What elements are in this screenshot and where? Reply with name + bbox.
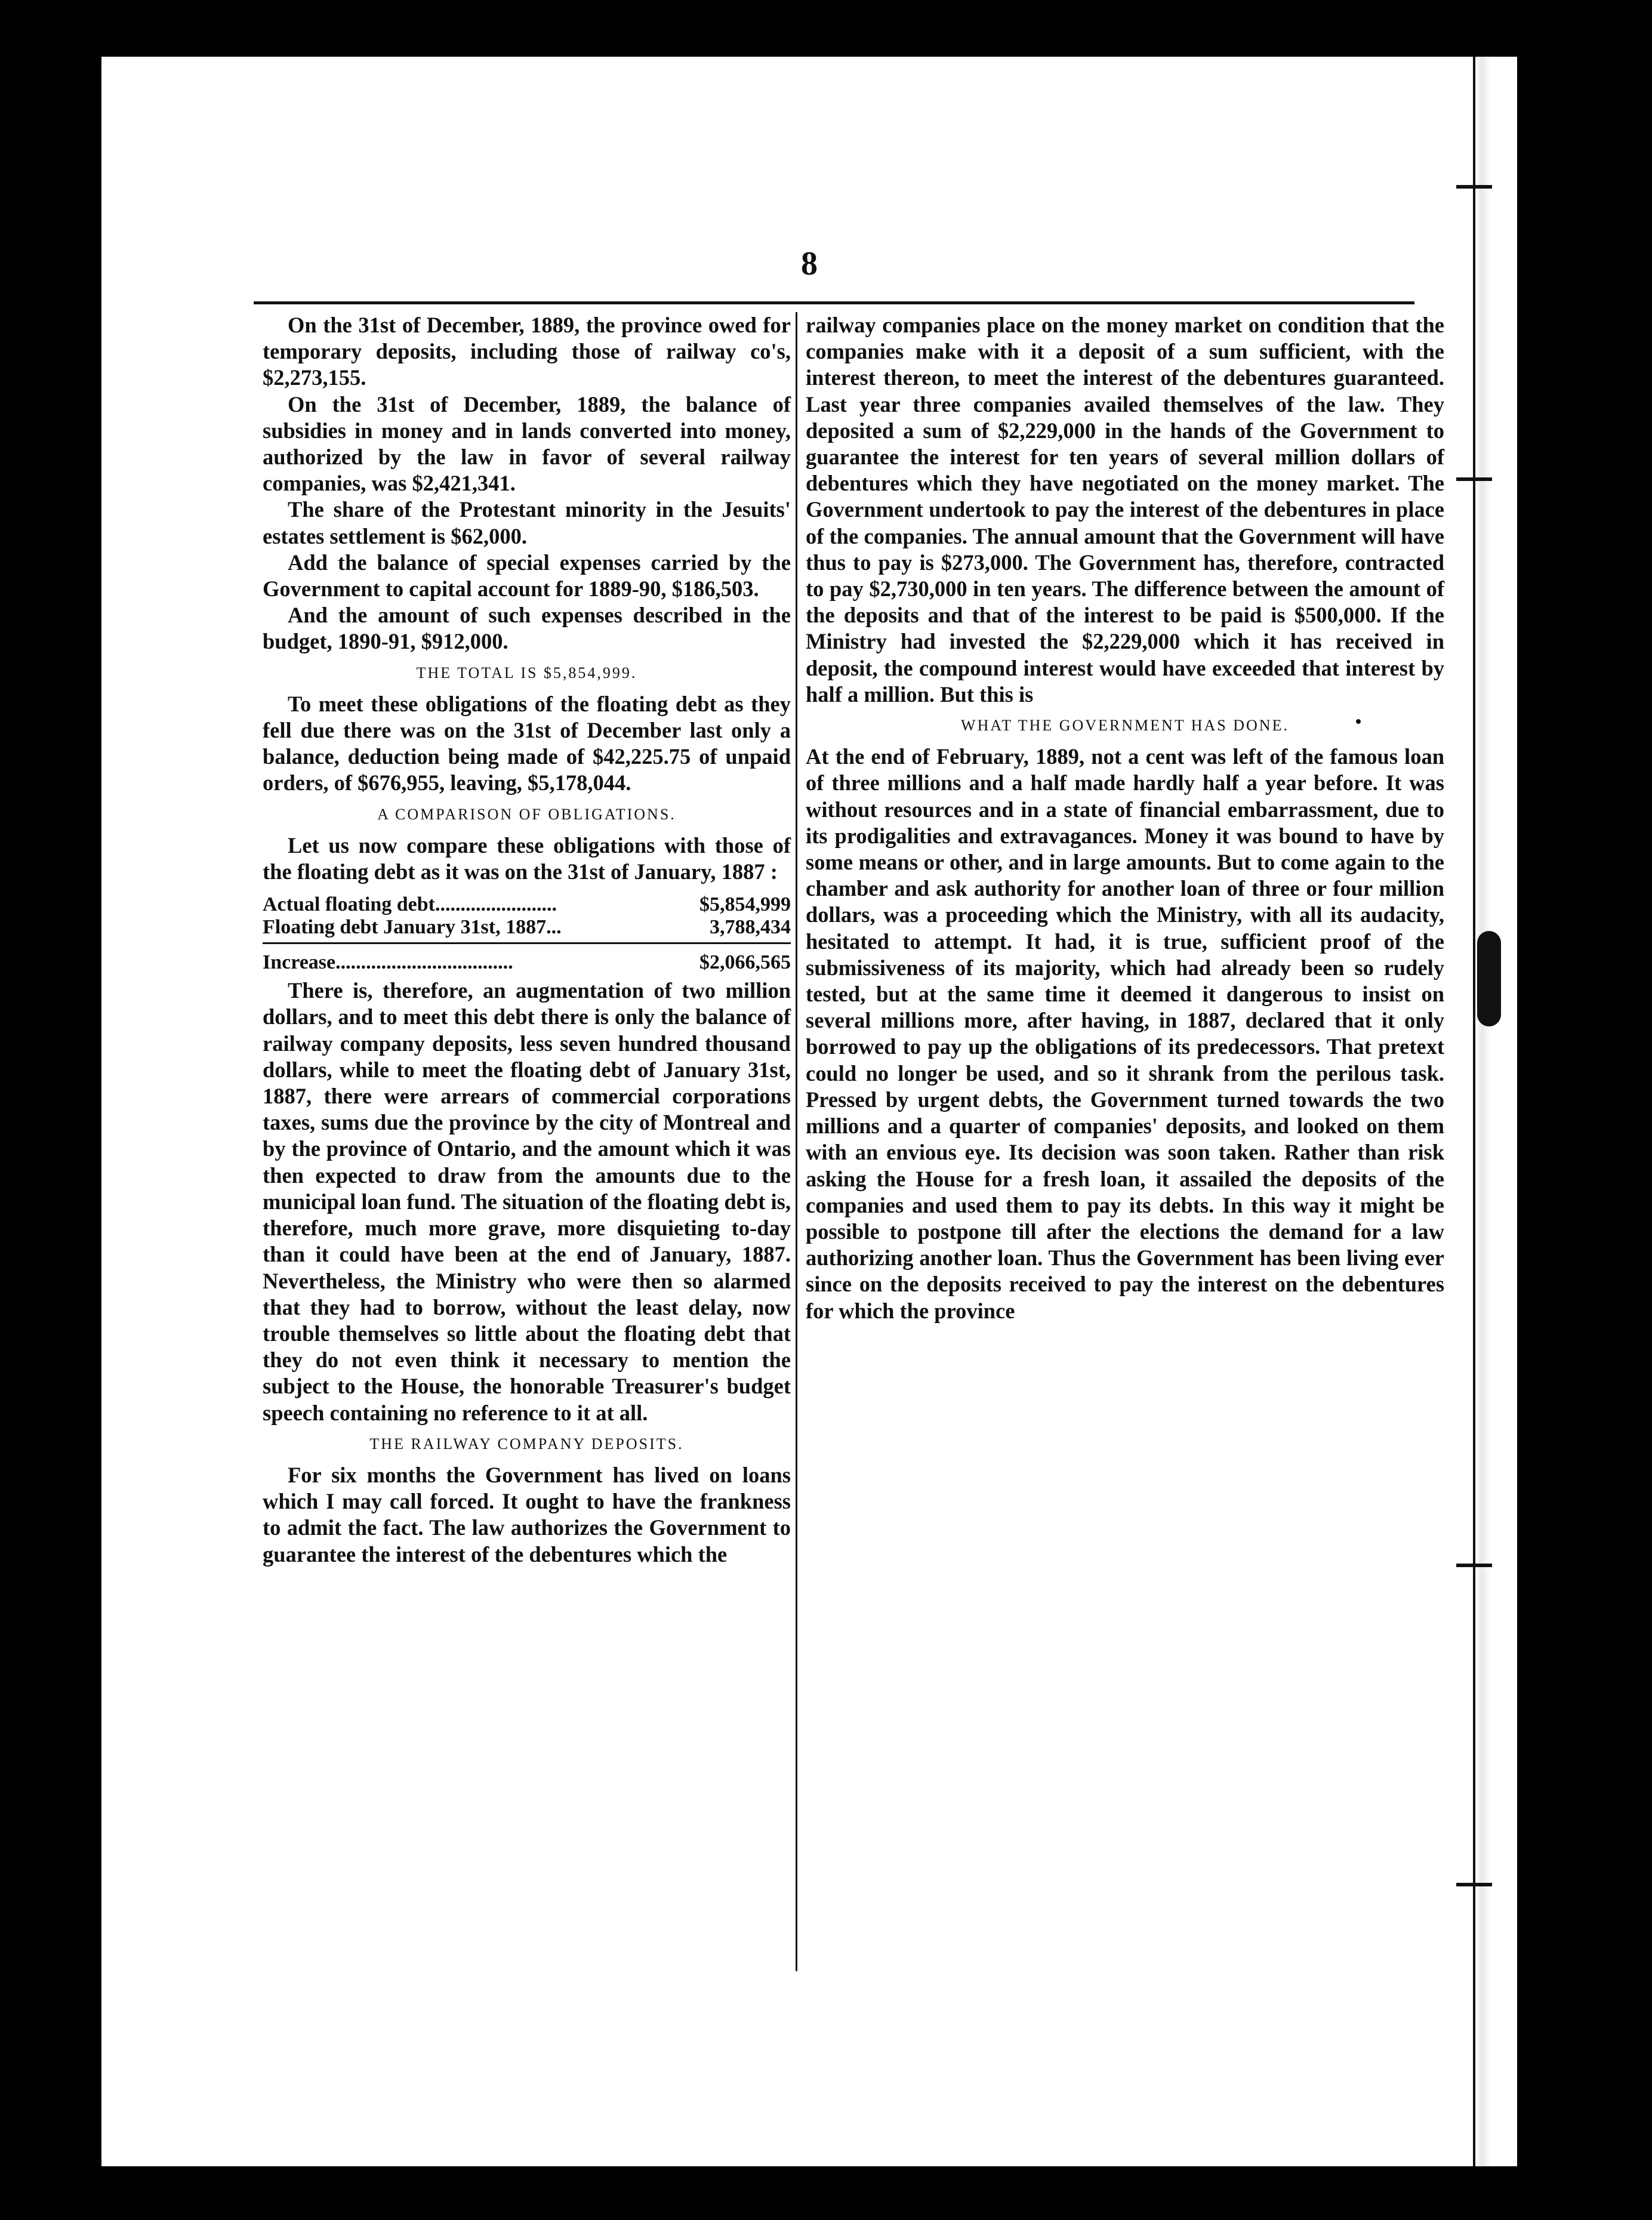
paragraph: On the 31st of December, 1889, the balance of subsidies in money and in lands converted into money, authorized by the law in favor of several railway companies, was $2,421,341. (263, 391, 791, 496)
ledger-label: Floating debt January 31st, 1887... (263, 916, 562, 939)
header-rule (254, 301, 1414, 304)
binding-mark (1477, 931, 1501, 1026)
right-column (806, 312, 1444, 1324)
paragraph: For six months the Government has lived on loans which I may call forced. It ought to have the frankness to admit the fact. The law authorizes the Government to guarantee the interest of the debentures which the (263, 1462, 791, 1567)
binding-mark (1456, 185, 1492, 189)
column-divider (796, 312, 797, 1971)
section-heading: WHAT THE GOVERNMENT HAS DONE. (961, 717, 1289, 735)
paragraph: To meet these obligations of the floating debt as they fell due there was on the 31st of December last only a balance, deduction being made of $42,225.75 of unpaid orders, of $676,955, leaving, $5,178,044. (263, 691, 791, 796)
paragraph: At the end of February, 1889, not a cent was left of the famous loan of three millions and a half made hardly half a year before. It was without resources and in a state of financial embarrassment, due to its prodigalities and extravagances. Money it was bound to have by some means or other, and in large amounts. But to come again to the chamber and ask authority for another loan of three or four million dollars, was a proceeding which the Ministry, with all its audacity, hesitated to attempt. It had, it is true, sufficient proof of the submissiveness of its majority, which had already been so rudely tested, but at the same time it deemed it dangerous to insist on several millions more, after having, in 1887, declared that it only borrowed to pay up the obligations of its predecessors. That pretext could no longer be used, and so it shrank from the perilous task. Pressed by urgent debts, the Government turned towards the two millions and a quarter of companies' deposits, and looked on them with an envious eye. Its decision was soon taken. Rather than risk asking the House for a fresh loan, it assailed the deposits of the companies and used them to pay its debts. In this way it might be possible to postpone till after the elections the demand for a law authorizing another loan. Thus the Government has been living ever since on the deposits received to pay the interest on the debentures for which the province (806, 744, 1444, 1323)
section-heading: THE TOTAL IS $5,854,999. (416, 664, 637, 682)
ledger-row (263, 951, 791, 974)
debt-comparison-ledger (263, 893, 791, 974)
page-edge-shadow (1475, 57, 1491, 2166)
paragraph: Let us now compare these obligations with those of the floating debt as it was on the 31st of January, 1887 : (263, 832, 791, 884)
paragraph: The share of the Protestant minority in the Jesuits' estates settlement is $62,000. (263, 497, 791, 548)
ledger-value: $2,066,565 (699, 951, 791, 974)
page-sheet (101, 57, 1517, 2166)
binding-mark (1356, 719, 1361, 724)
binding-mark (1456, 477, 1492, 481)
ledger-row (263, 893, 791, 916)
binding-mark (1456, 1883, 1492, 1886)
left-column (263, 312, 791, 1568)
paragraph: There is, therefore, an augmentation of two million dollars, and to meet this debt there is only the balance of railway company deposits, less seven hundred thousand dollars, while to meet the floating debt of January 31st, 1887, there were arrears of commercial corporations taxes, sums due the province by the city of Montreal and by the province of Ontario, and the amount which it was then expected to draw from the amounts due to the municipal loan fund. The situation of the floating debt is, therefore, much more grave, more disquieting to-day than it could have been at the end of January, 1887. Nevertheless, the Ministry who were then so alarmed that they had to borrow, without the least delay, now trouble themselves so little about the floating debt that they do not even think it necessary to mention the subject to the House, the honorable Treasurer's budget speech containing no reference to it at all. (263, 978, 791, 1425)
ledger-label: Increase................................... (263, 951, 513, 974)
paragraph: On the 31st of December, 1889, the province owed for temporary deposits, including those of railway co's, $2,273,155. (263, 313, 791, 390)
ledger-row (263, 916, 791, 939)
section-heading: THE RAILWAY COMPANY DEPOSITS. (369, 1435, 684, 1453)
ledger-sum-rule (263, 942, 791, 944)
page-number: 8 (801, 245, 818, 282)
binding-mark (1456, 1564, 1492, 1567)
ledger-value: $5,854,999 (699, 893, 791, 916)
ledger-value: 3,788,434 (710, 916, 791, 939)
paragraph: Add the balance of special expenses carried by the Government to capital account for 1889-90, $186,503. (263, 550, 791, 602)
section-heading: A COMPARISON OF OBLIGATIONS. (377, 805, 676, 823)
ledger-label: Actual floating debt........................ (263, 893, 557, 916)
paragraph: And the amount of such expenses described in the budget, 1890-91, $912,000. (263, 603, 791, 654)
paragraph: railway companies place on the money market on condition that the companies make with it a deposit of a sum sufficient, with the interest thereon, to meet the interest of the debentures guaranteed. Last year three companies availed themselves of the law. They deposited a sum of $2,229,000 in the hands of the Government to guarantee the interest for ten years of several million dollars of debentures which they have negotiated on the money market. The Government undertook to pay the interest of the debentures in place of the companies. The annual amount that the Government will have thus to pay is $273,000. The Government has, therefore, contracted to pay $2,730,000 in ten years. The difference between the amount of the deposits and that of the interest to be paid is $500,000. If the Ministry had invested the $2,229,000 which it has received in deposit, the compound interest would have exceeded that interest by half a million. But this is (806, 313, 1444, 707)
